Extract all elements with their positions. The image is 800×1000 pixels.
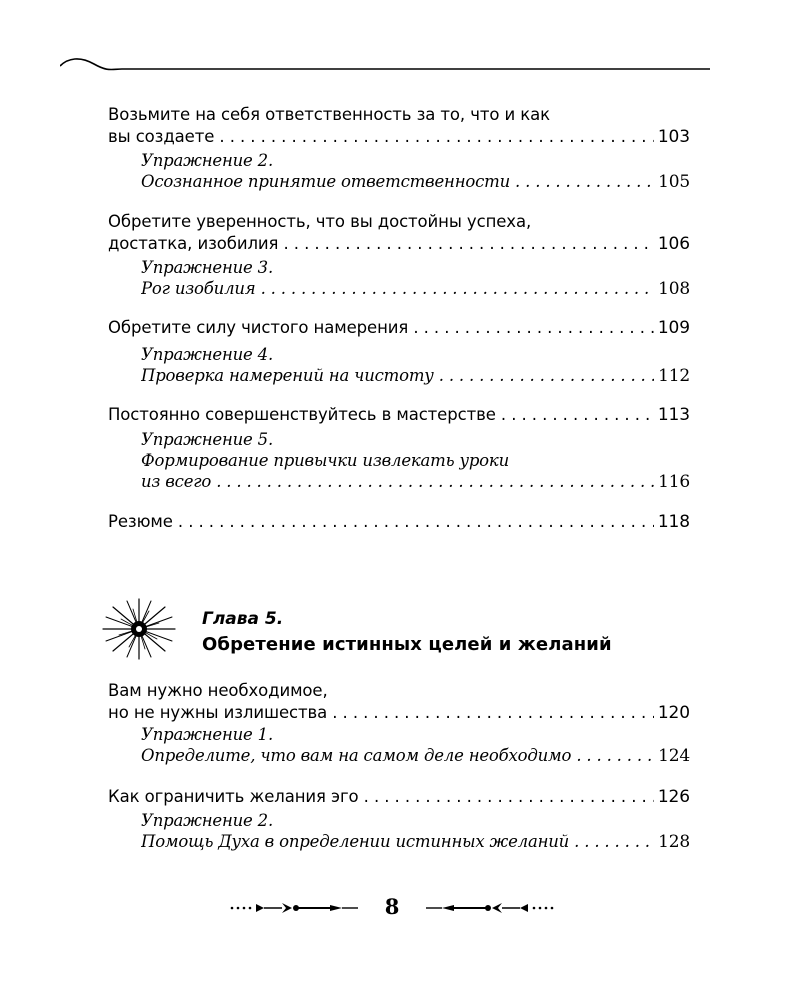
- toc-entry-text: Проверка намерений на чистоту . . .: [141, 365, 654, 386]
- toc-entry-exercise[interactable]: [108, 344, 690, 387]
- toc-entry-section[interactable]: [108, 317, 690, 339]
- toc-page-number: 106: [657, 234, 690, 254]
- toc-entry-text: Вам нужно необходимое,: [108, 681, 328, 700]
- toc-entry-text: Осознанное принятие ответственности . . .: [141, 171, 654, 192]
- toc-page-number: 109: [657, 318, 690, 338]
- exercise-label: Упражнение 1.: [141, 725, 273, 744]
- toc-entry-text: Определите, что вам на самом деле необходимо . . .: [141, 745, 654, 766]
- toc-entry-section[interactable]: [108, 511, 690, 533]
- exercise-label: Упражнение 2.: [141, 151, 273, 170]
- toc-entry-text: Обретите уверенность, что вы достойны успеха,: [108, 212, 532, 231]
- toc-entry-text: но не нужны излишества . . .: [108, 702, 654, 724]
- toc-page-number: 120: [657, 703, 690, 723]
- toc-entry-exercise[interactable]: [108, 150, 690, 193]
- toc-entry-section[interactable]: [108, 786, 690, 808]
- toc-entry-text: Формирование привычки извлекать уроки: [141, 451, 509, 470]
- toc-entry-exercise[interactable]: [108, 810, 690, 853]
- toc-page-number: 105: [658, 172, 690, 192]
- toc-page-number: 116: [658, 472, 690, 492]
- toc-entry-section[interactable]: [108, 104, 690, 148]
- toc-entry-exercise[interactable]: [108, 257, 690, 300]
- toc-entry-section[interactable]: [108, 211, 690, 255]
- toc-page-number: 124: [658, 746, 690, 766]
- toc-page-number: 128: [658, 832, 690, 852]
- toc-entry-text: Обретите силу чистого намерения . . .: [108, 317, 654, 339]
- toc-entry-text: Помощь Духа в определении истинных желаний . . .: [141, 831, 654, 852]
- toc-entry-text: Возьмите на себя ответственность за то, что и как: [108, 105, 551, 124]
- toc-page-number: 118: [657, 512, 690, 532]
- toc-entry-text: Как ограничить желания эго . . .: [108, 786, 654, 808]
- toc-page-number: 112: [658, 366, 690, 386]
- header-rule: [60, 52, 710, 76]
- toc-page-number: 126: [657, 787, 690, 807]
- chapter-title: Обретение истинных целей и желаний: [202, 634, 612, 655]
- toc-entry-section[interactable]: [108, 404, 690, 426]
- toc-entry-section[interactable]: [108, 680, 690, 724]
- toc-page-number: 103: [657, 127, 690, 147]
- exercise-label: Упражнение 2.: [141, 811, 273, 830]
- chapter-label: Глава 5.: [202, 609, 284, 629]
- exercise-label: Упражнение 4.: [141, 345, 273, 364]
- toc-entry-text: Рог изобилия . . .: [141, 278, 654, 299]
- toc-entry-text: Резюме . . .: [108, 511, 654, 533]
- toc-page-number: 113: [657, 405, 690, 425]
- toc-entry-text: достатка, изобилия . . .: [108, 233, 654, 255]
- toc-entry-text: вы создаете . . .: [108, 126, 654, 148]
- toc-entry-text: Постоянно совершенствуйтесь в мастерстве . . .: [108, 404, 654, 426]
- starburst-icon: [102, 598, 176, 660]
- exercise-label: Упражнение 3.: [141, 258, 273, 277]
- toc-entry-exercise[interactable]: [108, 429, 690, 493]
- toc-page-number: 108: [658, 279, 690, 299]
- toc-entry-text: из всего . . .: [141, 471, 654, 492]
- toc-entry-exercise[interactable]: [108, 724, 690, 767]
- page-number: 8: [384, 894, 400, 919]
- exercise-label: Упражнение 5.: [141, 430, 273, 449]
